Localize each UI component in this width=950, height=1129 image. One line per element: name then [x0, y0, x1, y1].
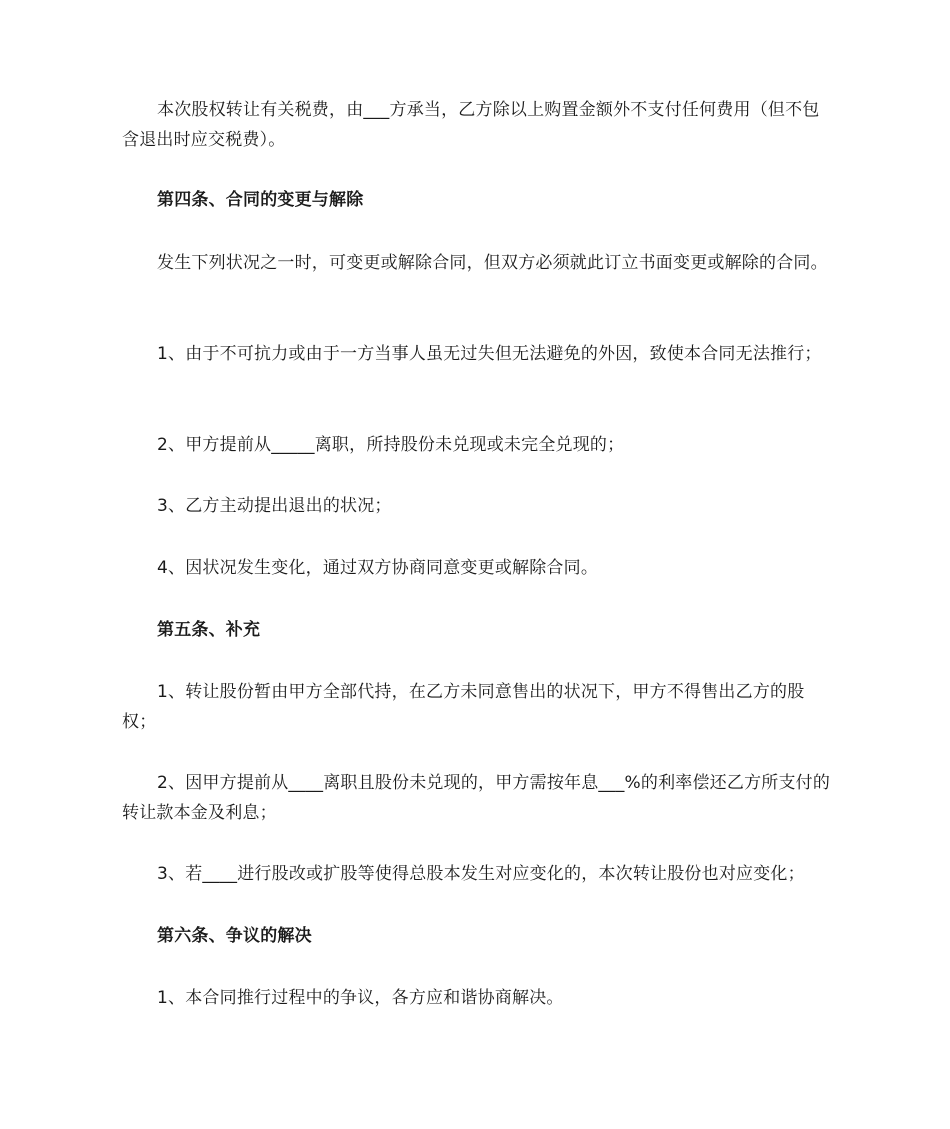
paragraph-dispute-1: 1、本合同推行过程中的争议，各方应和谐协商解决。	[157, 988, 564, 1008]
heading-article-6: 第六条、争议的解决	[157, 926, 312, 946]
heading-article-4: 第四条、合同的变更与解除	[157, 190, 364, 210]
heading-article-5: 第五条、补充	[157, 620, 261, 640]
paragraph-supplement-1: 1、转让股份暂由甲方全部代持，在乙方未同意售出的状况下，甲方不得售出乙方的股权；	[122, 682, 805, 732]
paragraph-change-conditions: 发生下列状况之一时，可变更或解除合同，但双方必须就此订立书面变更或解除的合同。	[157, 253, 828, 273]
paragraph-supplement-2: 2、因甲方提前从____离职且股份未兑现的，甲方需按年息___%的利率偿还乙方所支付的转让款本金及利息；	[122, 773, 831, 823]
paragraph-item-3-withdrawal: 3、乙方主动提出退出的状况；	[157, 496, 392, 516]
paragraph-supplement-3: 3、若____进行股改或扩股等使得总股本发生对应变化的，本次转让股份也对应变化；	[157, 864, 805, 884]
paragraph-item-1-force-majeure: 1、由于不可抗力或由于一方当事人虽无过失但无法避免的外因，致使本合同无法推行；	[157, 344, 822, 364]
paragraph-item-2-resignation: 2、甲方提前从_____离职，所持股份未兑现或未完全兑现的；	[157, 435, 625, 455]
paragraph-tax-fees: 本次股权转让有关税费，由___方承当，乙方除以上购置金额外不支付任何费用（但不包含退出时应交税费）。	[122, 100, 820, 150]
paragraph-item-4-negotiation: 4、因状况发生变化，通过双方协商同意变更或解除合同。	[157, 558, 599, 578]
